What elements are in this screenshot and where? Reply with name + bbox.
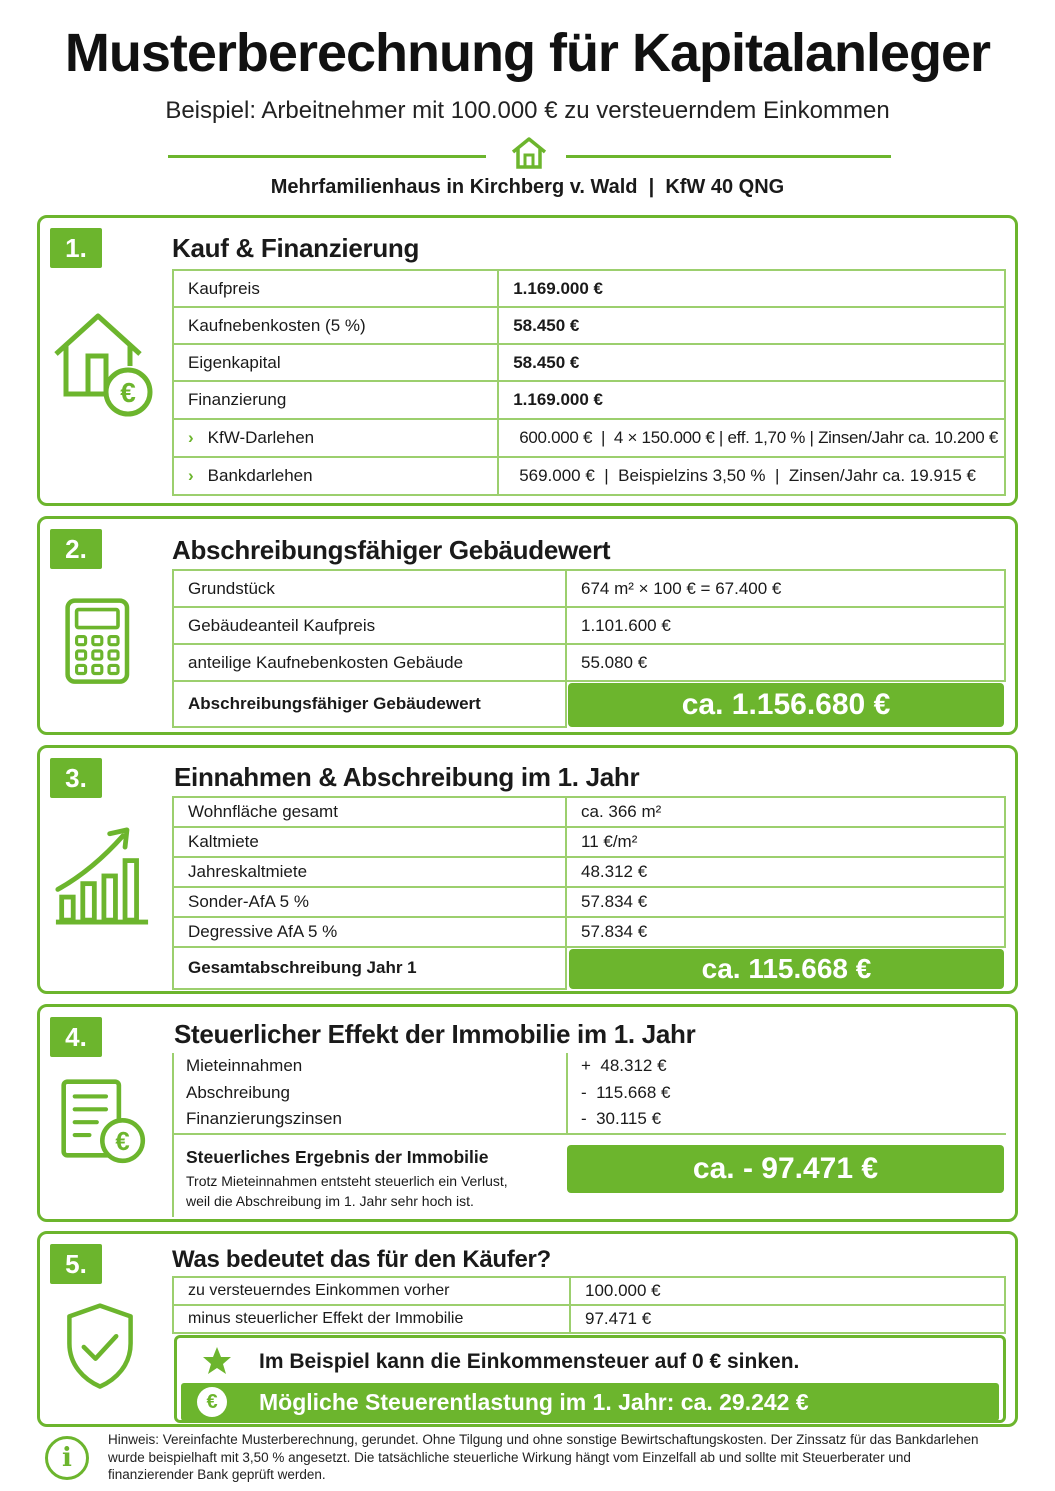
- row-label: Wohnfläche gesamt: [173, 797, 566, 827]
- row-value: 600.000 € | 4 × 150.000 € | eff. 1,70 % | Zinsen/Jahr ca. 10.200 €: [498, 419, 1005, 457]
- row-label: Sonder-AfA 5 %: [173, 887, 566, 917]
- result-label: Steuerliches Ergebnis der Immobilie: [186, 1147, 489, 1167]
- buyer-table: [172, 1276, 1006, 1334]
- row-value: 100.000 €: [570, 1277, 1005, 1305]
- result-value-box: ca. - 97.471 €: [567, 1145, 1004, 1193]
- section-title: Abschreibungsfähiger Gebäudewert: [172, 535, 611, 565]
- row-value: 55.080 €: [566, 644, 1005, 681]
- section-title: Einnahmen & Abschreibung im 1. Jahr: [174, 762, 640, 792]
- table-row: [173, 307, 1005, 344]
- svg-text:€: €: [115, 1127, 130, 1156]
- euro-coin-icon: €: [197, 1387, 227, 1417]
- row-value: 58.450 €: [498, 344, 1005, 381]
- table-row: [173, 344, 1005, 381]
- shield-check-icon: [64, 1300, 136, 1394]
- row-value: 569.000 € | Beispielzins 3,50 % | Zinsen/Jahr ca. 19.915 €: [498, 457, 1005, 495]
- row-value: 1.169.000 €: [498, 381, 1005, 419]
- row-label: minus steuerlicher Effekt der Immobilie: [173, 1305, 570, 1333]
- row-value: 97.471 €: [570, 1305, 1005, 1333]
- chevron-right-icon: ›: [188, 428, 194, 447]
- house-icon: [509, 135, 549, 171]
- section-number: 4.: [50, 1017, 102, 1057]
- total-value-box: ca. 115.668 €: [569, 949, 1004, 989]
- section-title: Steuerlicher Effekt der Immobilie im 1. Jahr: [174, 1019, 696, 1049]
- savings-bar: [181, 1383, 999, 1421]
- section-number: 2.: [50, 529, 102, 569]
- row-label: KfW-Darlehen: [207, 428, 315, 447]
- page-title: Musterberechnung für Kapitalanleger: [64, 23, 991, 83]
- chevron-right-icon: ›: [188, 466, 194, 485]
- row-value: 674 m² × 100 € = 67.400 €: [566, 570, 1005, 607]
- document-euro-icon: [60, 1077, 152, 1171]
- row-value: 48.312 €: [566, 857, 1005, 887]
- row-label: Bankdarlehen: [207, 466, 313, 485]
- info-glyph: i: [45, 1436, 89, 1480]
- table-row: [173, 270, 1005, 307]
- table-row: [173, 570, 1005, 607]
- row-value: 1.101.600 €: [566, 607, 1005, 644]
- growth-chart-icon: [54, 822, 150, 928]
- row-label: Kaufpreis: [173, 270, 498, 307]
- row-label: Abschreibung: [186, 1083, 290, 1102]
- table-row: [173, 857, 1005, 887]
- table-row: [173, 827, 1005, 857]
- result-note: Trotz Mieteinnahmen entsteht steuerlich ein Verlust,: [186, 1173, 508, 1189]
- table-row: [173, 419, 1005, 457]
- section-title: Kauf & Finanzierung: [172, 233, 420, 263]
- row-label-bank: [173, 457, 498, 495]
- table-row: [173, 644, 1005, 681]
- savings-text: Mögliche Steuerentlastung im 1. Jahr: ca. 29.242 €: [259, 1389, 809, 1415]
- divider-left: [168, 155, 486, 158]
- row-divider: [172, 1133, 1006, 1135]
- row-label: Gebäudeanteil Kaufpreis: [173, 607, 566, 644]
- section-einnahmen-abschreibung: [37, 745, 1018, 994]
- row-label-kfw: [173, 419, 498, 457]
- row-label: Finanzierungszinsen: [186, 1109, 342, 1128]
- svg-text:€: €: [120, 377, 136, 408]
- info-icon: [45, 1436, 89, 1480]
- table-row: [173, 917, 1005, 947]
- row-label: Eigenkapital: [173, 344, 498, 381]
- row-value: 11 €/m²: [566, 827, 1005, 857]
- total-label: Gesamtabschreibung Jahr 1: [173, 947, 566, 989]
- column-divider: [566, 1053, 568, 1133]
- highlight-box: [174, 1335, 1006, 1423]
- table-row: [173, 887, 1005, 917]
- financing-table: [172, 269, 1006, 496]
- total-value-box: ca. 1.156.680 €: [568, 683, 1004, 727]
- row-value: - 30.115 €: [581, 1109, 662, 1128]
- row-label: Kaufnebenkosten (5 %): [173, 307, 498, 344]
- footer-note: Hinweis: Vereinfachte Musterberechnung, gerundet. Ohne Tilgung und ohne sonstige Bewirtschaftungskosten. Der Zinssatz für das Bankdarlehen wurde beispielhaft mit 3,50 % angesetzt. Die tatsächliche steuerliche Wirkung hängt vom Einzelfall ab und sollte mit Steuerberater und finanzierender Bank geprüft werden.: [108, 1432, 979, 1482]
- row-label: Grundstück: [173, 570, 566, 607]
- row-value: 58.450 €: [498, 307, 1005, 344]
- row-label: zu versteuerndes Einkommen vorher: [173, 1277, 570, 1305]
- highlight-text: Im Beispiel kann die Einkommensteuer auf 0 € sinken.: [259, 1350, 800, 1373]
- row-value: - 115.668 €: [581, 1083, 671, 1102]
- section-title: Was bedeutet das für den Käufer?: [172, 1246, 551, 1273]
- star-icon: [201, 1346, 233, 1376]
- table-row: [173, 457, 1005, 495]
- row-value: 57.834 €: [566, 887, 1005, 917]
- table-row: [173, 1277, 1005, 1305]
- project-line: Mehrfamilienhaus in Kirchberg v. Wald | KfW 40 QNG: [270, 176, 785, 198]
- column-divider: [172, 1053, 174, 1217]
- table-row: [173, 1305, 1005, 1333]
- divider-right: [566, 155, 891, 158]
- section-kauf-finanzierung: [37, 215, 1018, 506]
- row-value: 57.834 €: [566, 917, 1005, 947]
- house-euro-icon: [50, 306, 160, 426]
- row-label: anteilige Kaufnebenkosten Gebäude: [173, 644, 566, 681]
- table-row: [173, 607, 1005, 644]
- row-label: Jahreskaltmiete: [173, 857, 566, 887]
- total-label: Abschreibungsfähiger Gebäudewert: [173, 681, 566, 727]
- row-value: + 48.312 €: [581, 1056, 667, 1075]
- table-row: [173, 797, 1005, 827]
- section-number: 5.: [50, 1244, 102, 1284]
- section-gebaeudewert: [37, 516, 1018, 735]
- row-value: ca. 366 m²: [566, 797, 1005, 827]
- row-label: Kaltmiete: [173, 827, 566, 857]
- table-row: [173, 381, 1005, 419]
- page-subtitle: Beispiel: Arbeitnehmer mit 100.000 € zu versteuerndem Einkommen: [165, 97, 890, 124]
- result-note: weil die Abschreibung im 1. Jahr sehr hoch ist.: [186, 1193, 474, 1209]
- row-label: Finanzierung: [173, 381, 498, 419]
- section-bedeutung-kaeufer: [37, 1231, 1018, 1427]
- calculator-icon: [64, 593, 136, 691]
- row-value: 1.169.000 €: [498, 270, 1005, 307]
- row-label: Mieteinnahmen: [186, 1056, 303, 1075]
- section-number: 1.: [50, 228, 102, 268]
- row-label: Degressive AfA 5 %: [173, 917, 566, 947]
- section-steuerlicher-effekt: [37, 1004, 1018, 1222]
- section-number: 3.: [50, 758, 102, 798]
